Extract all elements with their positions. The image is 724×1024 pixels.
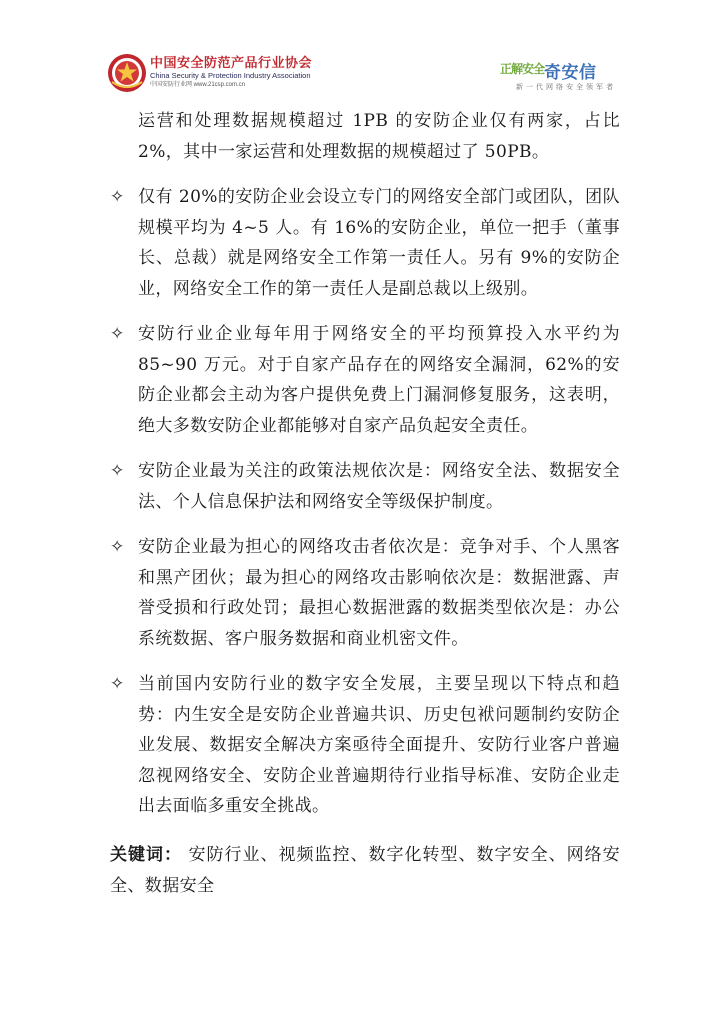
bullet-text: 安防企业最为关注的政策法规依次是：网络安全法、数据安全法、个人信息保护法和网络安全等级保护制度。	[138, 461, 620, 512]
association-website: 中国安防行业网 www.21csp.com.cn	[150, 82, 246, 88]
association-name-en: China Security & Protection Industry Association	[150, 71, 311, 80]
keywords-label: 关键词：	[110, 845, 183, 865]
bullet-item	[110, 532, 620, 654]
continuation-paragraph: 运营和处理数据规模超过 1PB 的安防企业仅有两家，占比 2%，其中一家运营和处理数据的规模超过了 50PB。	[138, 111, 620, 162]
partner-brand: 奇安信	[544, 63, 597, 83]
bullet-text: 当前国内安防行业的数字安全发展，主要呈现以下特点和趋势：内生安全是安防企业普遍共识、历史包袱问题制约安防企业发展、数据安全解决方案亟待全面提升、安防行业客户普遍忽视网络安全、安防企业普遍期待行业指导标准、安防企业走出去面临多重安全挑战。	[138, 674, 620, 816]
partner-mark: 正解安全	[500, 62, 545, 76]
bullet-item	[110, 182, 620, 304]
page-header	[0, 0, 724, 100]
bullet-item	[110, 456, 620, 517]
diamond-bullet-icon: ✧	[110, 324, 125, 344]
bullet-item	[110, 669, 620, 822]
association-name-cn: 中国安全防范产品行业协会	[150, 56, 313, 71]
bullet-text: 安防行业企业每年用于网络安全的平均预算投入水平约为 85~90 万元。对于自家产品存在的网络安全漏洞，62%的安防企业都会主动为客户提供免费上门漏洞修复服务，这表明，绝大多数安防企业都能够对自家产品负起安全责任。	[138, 324, 620, 436]
keywords-section	[110, 840, 620, 902]
association-emblem-icon	[106, 52, 148, 94]
diamond-bullet-icon: ✧	[110, 461, 125, 481]
keywords-text: 安防行业、视频监控、数字化转型、数字安全、网络安全、数据安全	[110, 845, 620, 896]
bullet-text: 安防企业最为担心的网络攻击者依次是：竞争对手、个人黑客和黑产团伙；最为担心的网络攻击影响依次是：数据泄露、声誉受损和行政处罚；最担心数据泄露的数据类型依次是：办公系统数据、客户服务数据和商业机密文件。	[138, 537, 620, 649]
diamond-bullet-icon: ✧	[110, 187, 125, 207]
partner-logo-icon	[500, 60, 618, 94]
partner-slogan: 新一代网络安全领军者	[516, 83, 616, 91]
association-name-block	[150, 56, 312, 90]
bullet-item	[110, 319, 620, 441]
bullet-text: 仅有 20%的安防企业会设立专门的网络安全部门或团队，团队规模平均为 4~5 人。有 16%的安防企业，单位一把手（董事长、总裁）就是网络安全工作第一责任人。另有 9%的安防企业，网络安全工作的第一责任人是副总裁以上级别。	[138, 187, 620, 299]
diamond-bullet-icon: ✧	[110, 537, 125, 557]
diamond-bullet-icon: ✧	[110, 674, 125, 694]
document-body	[110, 106, 620, 822]
